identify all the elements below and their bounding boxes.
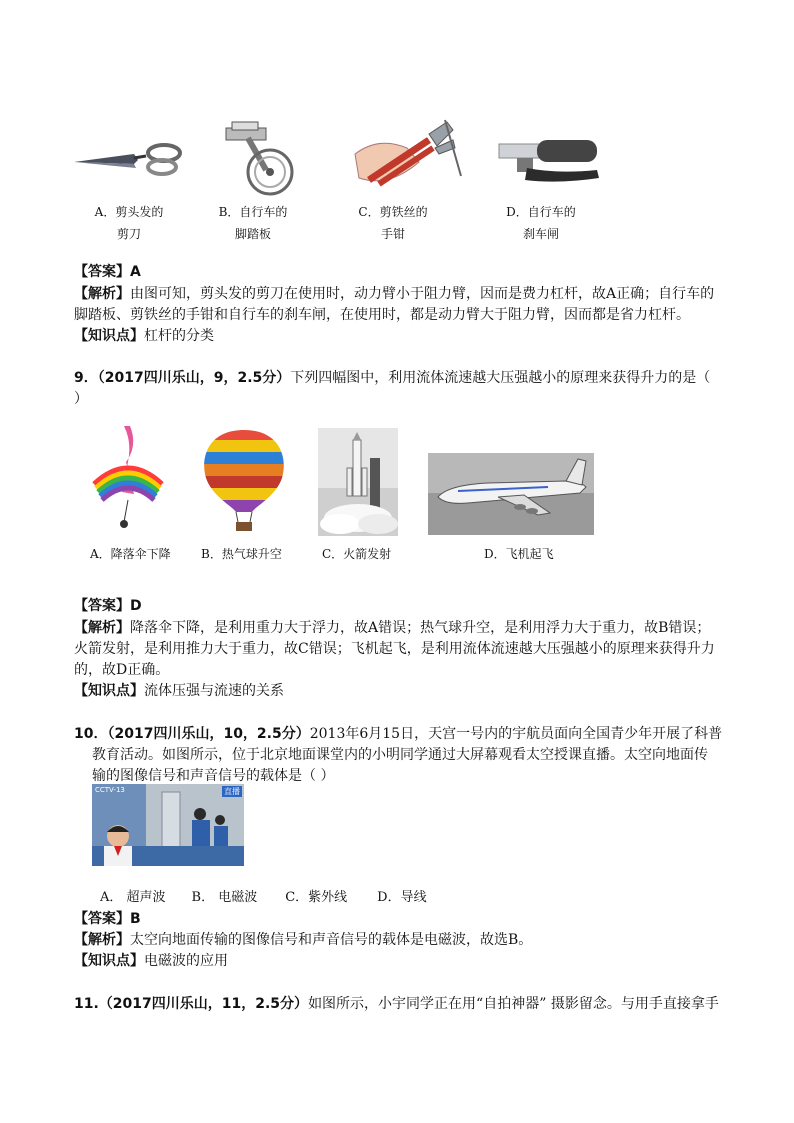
- q10-option-a: A． 超声波: [100, 890, 166, 905]
- q9-analysis-line3: 的，故D正确。: [74, 662, 170, 678]
- q9-answer: 【答案】D: [74, 598, 142, 614]
- q8-analysis-line1: 【解析】由图可知，剪头发的剪刀在使用时，动力臂小于阻力臂，因而是费力杠杆，故A正确；自行车的: [74, 286, 715, 302]
- q10-stem-line1: 10．（2017四川乐山，10，2.5分）2013年6月15日，天宫一号内的宇航员面向全国青少年开展了科普: [74, 726, 723, 742]
- cctv-logo-tag: CCTV-13: [95, 786, 125, 794]
- q9-caption-c: C．火箭发射: [322, 547, 392, 561]
- q8-knowledge: 【知识点】杠杆的分类: [74, 328, 214, 344]
- q10-option-d: D．导线: [377, 890, 427, 905]
- bicycle-brake-lever-image: [497, 134, 603, 190]
- q8-option-c-caption: C．剪铁丝的 手钳: [358, 205, 428, 241]
- q11-stem-line1: 11.（2017四川乐山，11，2.5分）如图所示，小宇同学正在用“自拍神器” 摄影留念。与用手直接拿手: [74, 996, 719, 1012]
- q9-knowledge: 【知识点】流体压强与流速的关系: [74, 683, 284, 699]
- q8-analysis-line2: 脚踏板、剪铁丝的手钳和自行车的刹车闸，在使用时，都是动力臂大于阻力臂，因而都是省力杠杆。: [74, 307, 690, 323]
- hot-air-balloon-image: [198, 428, 290, 532]
- rocket-launch-image: [318, 428, 398, 536]
- q10-option-b: B． 电磁波: [191, 890, 258, 905]
- q9-caption-d: D．飞机起飞: [484, 547, 554, 561]
- q9-caption-a: A．降落伞下降: [90, 547, 171, 561]
- scissors-image: [72, 140, 184, 180]
- space-lecture-image: [92, 784, 244, 866]
- live-tag: 直播: [224, 787, 240, 796]
- q10-stem-line3: 输的图像信号和声音信号的载体是（ ）: [92, 768, 335, 784]
- q10-stem-line2: 教育活动。如图所示，位于北京地面课堂内的小明同学通过大屏幕观看太空授课直播。太空向地面传: [92, 747, 708, 763]
- wire-cutter-pliers-image: [349, 118, 467, 194]
- q9-analysis-line2: 火箭发射，是利用推力大于重力，故C错误；飞机起飞，是利用流体流速越大压强越小的原理来获得升力: [74, 641, 715, 657]
- bicycle-pedal-image: [222, 120, 302, 196]
- q10-option-c: C．紫外线: [285, 890, 348, 905]
- q8-answer: 【答案】A: [74, 264, 141, 280]
- q9-analysis-line1: 【解析】降落伞下降，是利用重力大于浮力，故A错误；热气球升空，是利用浮力大于重力，故B错误；: [74, 620, 711, 636]
- q8-option-d-caption: D．自行车的 刹车闸: [506, 205, 576, 241]
- parachute-image: [88, 422, 168, 534]
- q9-stem-line1: 9．（2017四川乐山，9，2.5分）下列四幅图中，利用流体流速越大压强越小的原理来获得升力的是（: [74, 370, 711, 386]
- q10-knowledge: 【知识点】电磁波的应用: [74, 953, 228, 969]
- q8-option-b-caption: B．自行车的 脚踏板: [218, 205, 288, 241]
- airplane-takeoff-image: [428, 453, 594, 535]
- q9-stem-line2: ）: [74, 391, 88, 407]
- q10-options: [100, 888, 427, 908]
- q8-option-a-caption: A．剪头发的 剪刀: [94, 205, 164, 241]
- q10-analysis: 【解析】太空向地面传输的图像信号和声音信号的载体是电磁波，故选B。: [74, 932, 533, 948]
- q9-caption-b: B．热气球升空: [201, 547, 282, 561]
- q10-answer: 【答案】B: [74, 911, 141, 927]
